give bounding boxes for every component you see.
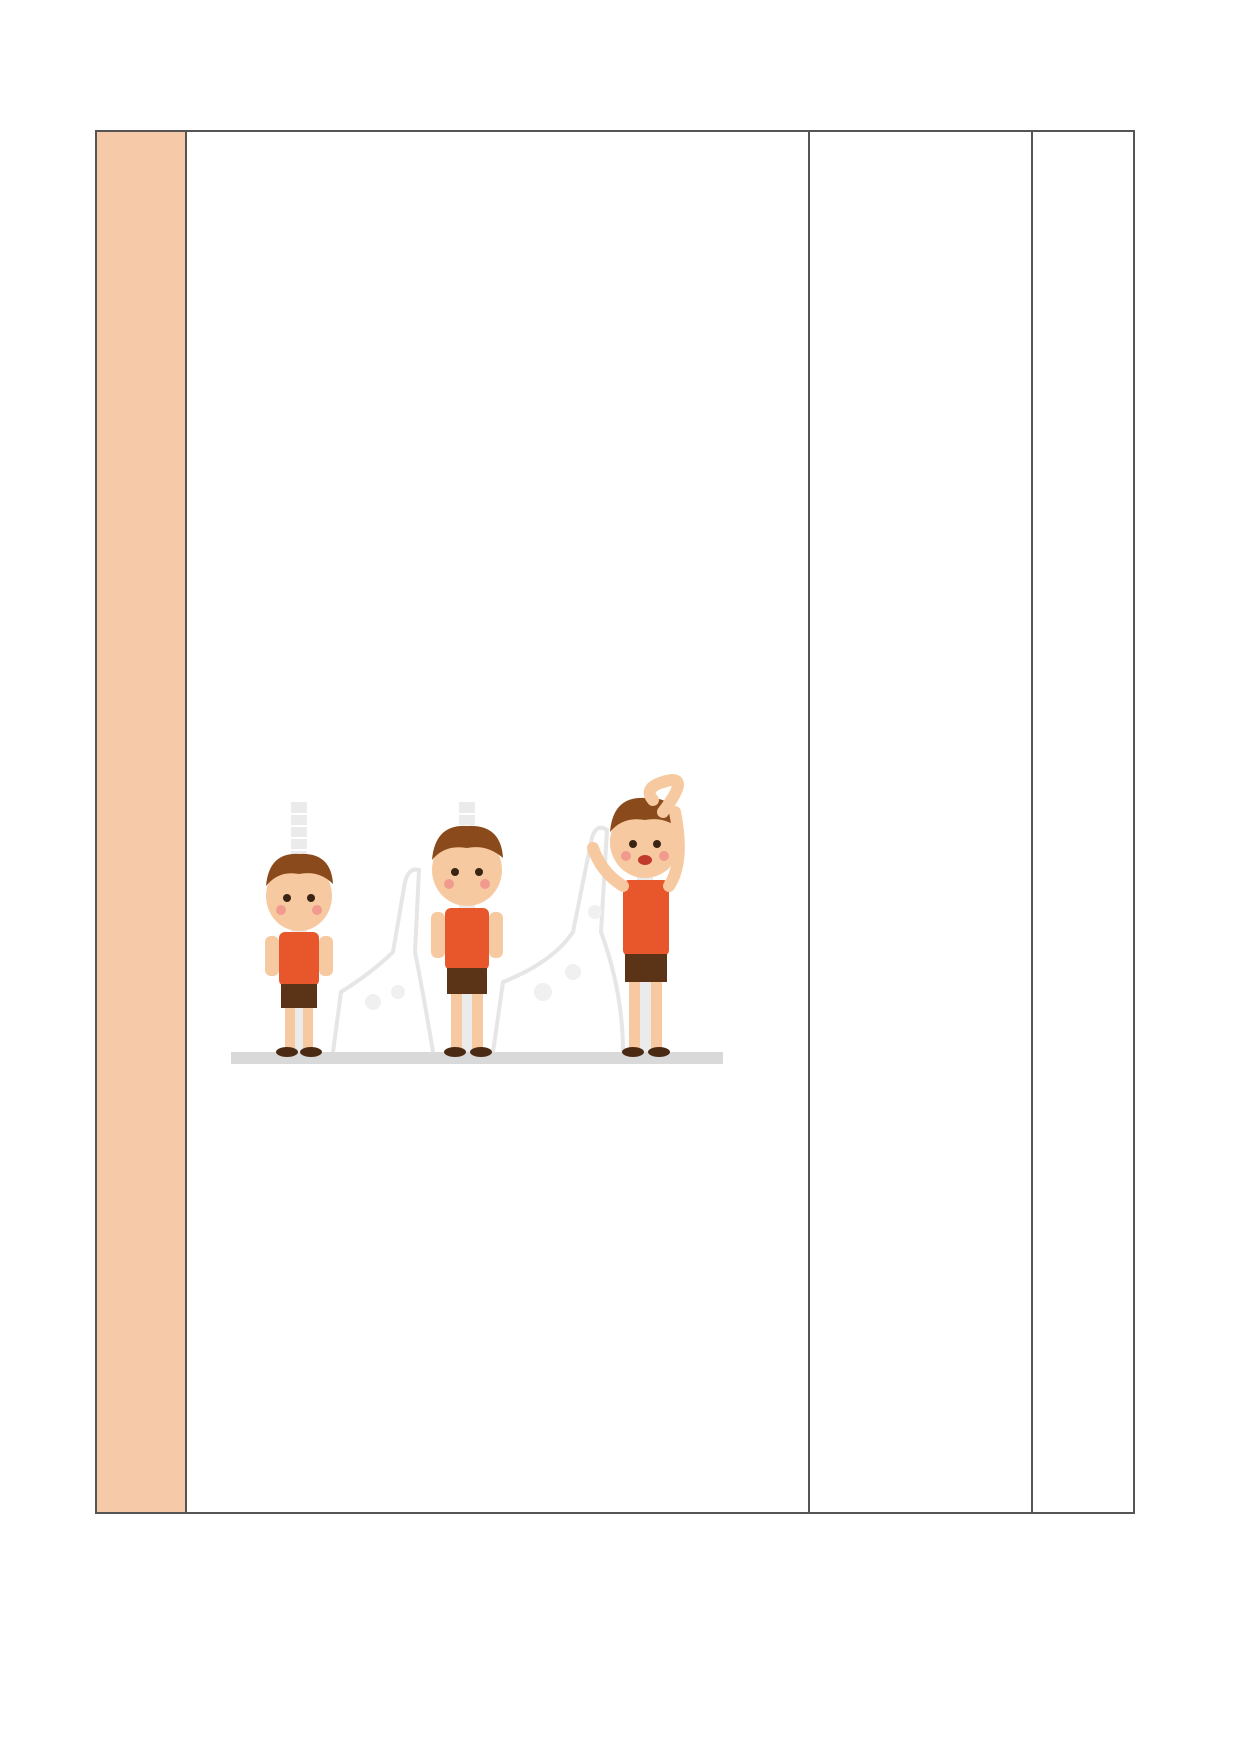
- intent-column: [1033, 132, 1133, 1512]
- stage-column: [97, 132, 187, 1512]
- teaching-activity-column: [187, 132, 810, 1512]
- student-activity-column: [810, 132, 1033, 1512]
- boys-growth-illustration: [223, 752, 783, 1082]
- lesson-table: [95, 130, 1135, 1514]
